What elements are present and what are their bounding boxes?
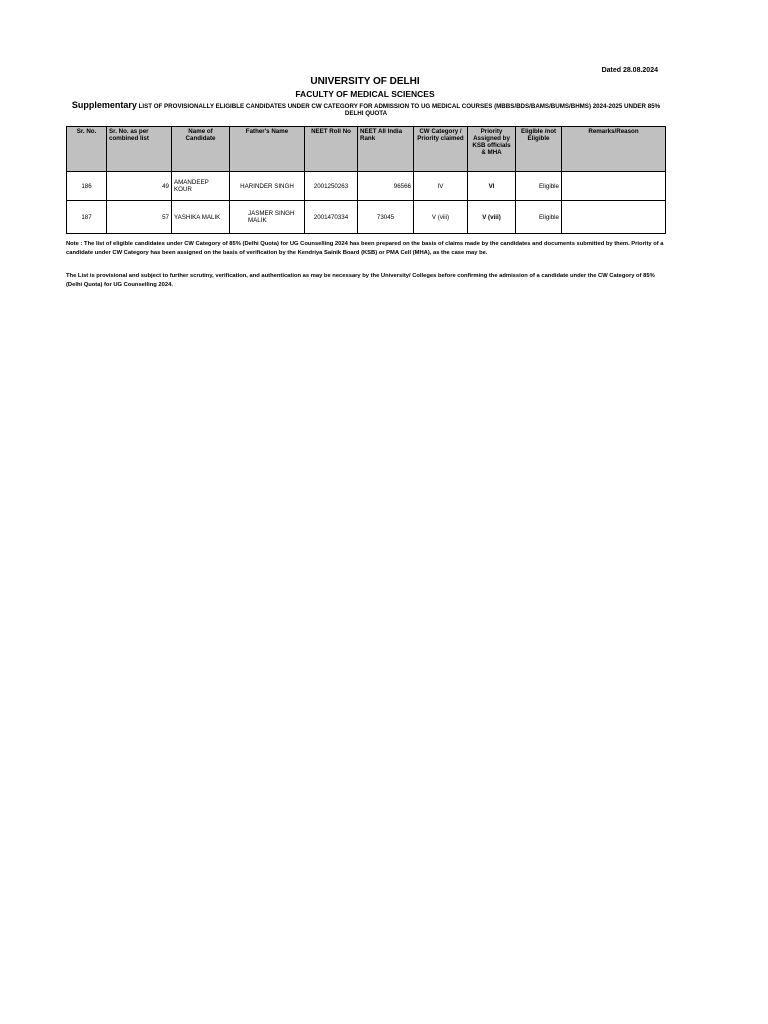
cell-rank: 96566 xyxy=(358,172,414,201)
col-header-priority: Priority Assigned by KSB officials & MHA xyxy=(468,127,516,172)
cell-combined-sr: 57 xyxy=(107,201,172,234)
cell-eligible: Eligible xyxy=(516,201,562,234)
cell-remarks xyxy=(562,172,666,201)
cell-priority: VI xyxy=(468,172,516,201)
cell-father: HARINDER SINGH xyxy=(230,172,305,201)
cell-eligible: Eligible xyxy=(516,172,562,201)
col-header-remarks: Remarks/Reason xyxy=(562,127,666,172)
cell-category: V (viii) xyxy=(414,201,468,234)
table-row xyxy=(67,201,666,234)
eligible-candidates-table xyxy=(66,126,666,234)
cell-roll-no: 2001250263 xyxy=(305,172,358,201)
date-label: Dated 28.08.2024 xyxy=(601,67,658,74)
table-row xyxy=(67,172,666,201)
cell-sr-no: 187 xyxy=(67,201,107,234)
col-header-sr-no: Sr. No. xyxy=(67,127,107,172)
cell-category: IV xyxy=(414,172,468,201)
note-paragraph: Note : The list of eligible candidates under CW Category of 85% (Delhi Quota) for UG Counselling 2024 has been prepared on the basis of claims made by the candidates and documents submitted by them. Priority of a candidate under CW Category has been assigned on the basis of verification by the Kendriya Sainik Board (KSB) or PMA Cell (MHA), as the case may be. xyxy=(66,241,664,256)
cell-priority: V (viii) xyxy=(468,201,516,234)
subtitle-line-2: DELHI QUOTA xyxy=(344,110,388,117)
col-header-father: Father's Name xyxy=(230,127,305,172)
cell-combined-sr: 49 xyxy=(107,172,172,201)
cell-roll-no: 2001470334 xyxy=(305,201,358,234)
faculty-title: FACULTY OF MEDICAL SCIENCES xyxy=(295,89,435,99)
cell-remarks xyxy=(562,201,666,234)
cell-rank: 73045 xyxy=(358,201,414,234)
col-header-roll-no: NEET Roll No xyxy=(305,127,358,172)
cell-father: JASMER SINGH MALIK xyxy=(230,201,305,234)
supplementary-label: Supplementary xyxy=(71,100,137,110)
col-header-category: CW Category / Priority claimed xyxy=(414,127,468,172)
subtitle-line-1: LIST OF PROVISIONALLY ELIGIBLE CANDIDATES UNDER CW CATEGORY FOR ADMISSION TO UG MEDICAL COURSES (MBBS/BDS/BAMS/BUMS/BHMS) 2024-2025 UNDER 85% xyxy=(138,103,661,110)
col-header-rank: NEET All India Rank xyxy=(358,127,414,172)
col-header-combined-sr: Sr. No. as per combined list xyxy=(107,127,172,172)
cell-candidate: AMANDEEP KOUR xyxy=(172,172,230,201)
university-title: UNIVERSITY OF DELHI xyxy=(310,76,420,87)
cell-sr-no: 186 xyxy=(67,172,107,201)
table-header-row xyxy=(67,127,666,172)
provisional-paragraph: The List is provisional and subject to further scrutiny, verification, and authentication as may be necessary by the University/ Colleges before confirming the admission of a candidate under the CW Category of 85% (Delhi Quota) for UG Counselling 2024. xyxy=(66,273,655,288)
cell-candidate: YASHIKA MALIK xyxy=(172,201,230,234)
col-header-candidate: Name of Candidate xyxy=(172,127,230,172)
col-header-eligible: Eligible /not Eligible xyxy=(516,127,562,172)
